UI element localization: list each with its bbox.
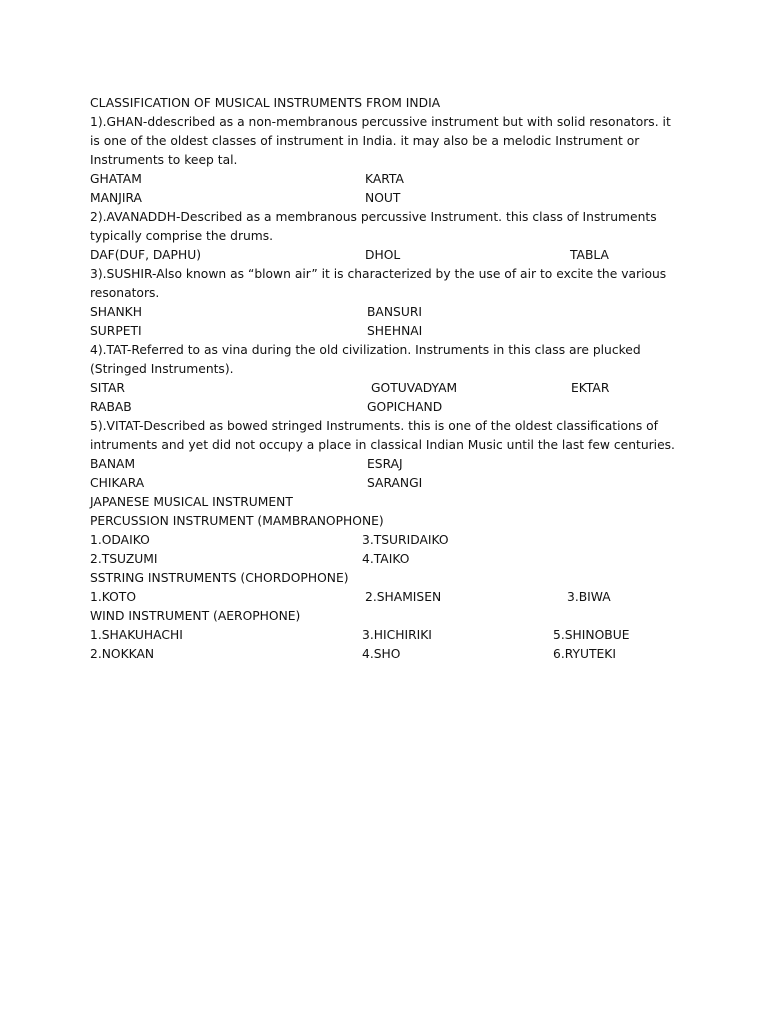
instrument-surpeti: SURPETI bbox=[90, 324, 142, 338]
instrument-gopichand: GOPICHAND bbox=[367, 400, 443, 414]
sushir-description: 3).SUSHIR-Also known as “blown air” it is characterized by the use of air to excite the various resonators. bbox=[90, 267, 667, 300]
string-heading: SSTRING INSTRUMENTS (CHORDOPHONE) bbox=[90, 571, 349, 585]
instrument-sho: 4.SHO bbox=[362, 647, 401, 661]
sushir-row-2 bbox=[90, 322, 680, 341]
wind-row-2 bbox=[90, 645, 680, 664]
wind-row-1 bbox=[90, 626, 680, 645]
instrument-tsuzumi: 2.TSUZUMI bbox=[90, 552, 158, 566]
string-row-1 bbox=[90, 588, 680, 607]
percussion-heading: PERCUSSION INSTRUMENT (MAMBRANOPHONE) bbox=[90, 514, 384, 528]
instrument-daf: DAF(DUF, DAPHU) bbox=[90, 248, 202, 262]
instrument-koto: 1.KOTO bbox=[90, 590, 136, 604]
instrument-shankh: SHANKH bbox=[90, 305, 142, 319]
tat-row-2 bbox=[90, 398, 680, 417]
instrument-shehnai: SHEHNAI bbox=[367, 324, 423, 338]
ghan-row-1 bbox=[90, 170, 680, 189]
instrument-ghatam: GHATAM bbox=[90, 172, 142, 186]
avanaddh-description: 2).AVANADDH-Described as a membranous percussive Instrument. this class of Instruments typically comprise the drums. bbox=[90, 210, 657, 243]
instrument-chikara: CHIKARA bbox=[90, 476, 145, 490]
instrument-shamisen: 2.SHAMISEN bbox=[365, 590, 442, 604]
document-title: CLASSIFICATION OF MUSICAL INSTRUMENTS FROM INDIA bbox=[90, 96, 441, 110]
tat-description: 4).TAT-Referred to as vina during the old civilization. Instruments in this class are plucked (Stringed Instruments). bbox=[90, 343, 641, 376]
japanese-heading: JAPANESE MUSICAL INSTRUMENT bbox=[90, 495, 293, 509]
instrument-tsuridaiko: 3.TSURIDAIKO bbox=[362, 533, 449, 547]
instrument-ektar: EKTAR bbox=[571, 381, 610, 395]
instrument-gotuvadyam: GOTUVADYAM bbox=[371, 381, 458, 395]
instrument-bansuri: BANSURI bbox=[367, 305, 423, 319]
vitat-description: 5).VITAT-Described as bowed stringed Instruments. this is one of the oldest classifications of intruments and yet did not occupy a place in classical Indian Music until the last few centuries. bbox=[90, 419, 675, 452]
instrument-shinobue: 5.SHINOBUE bbox=[553, 628, 630, 642]
instrument-ryuteki: 6.RYUTEKI bbox=[553, 647, 616, 661]
avanaddh-row-1 bbox=[90, 246, 680, 265]
instrument-odaiko: 1.ODAIKO bbox=[90, 533, 150, 547]
instrument-biwa: 3.BIWA bbox=[567, 590, 611, 604]
instrument-tabla: TABLA bbox=[570, 248, 609, 262]
wind-heading: WIND INSTRUMENT (AEROPHONE) bbox=[90, 609, 301, 623]
instrument-manjira: MANJIRA bbox=[90, 191, 142, 205]
instrument-sitar: SITAR bbox=[90, 381, 125, 395]
instrument-banam: BANAM bbox=[90, 457, 136, 471]
document-body bbox=[90, 94, 680, 664]
instrument-rabab: RABAB bbox=[90, 400, 132, 414]
percussion-row-2 bbox=[90, 550, 680, 569]
ghan-description: 1).GHAN-ddescribed as a non-membranous percussive instrument but with solid resonators. it is one of the oldest classes of instrument in India. it may also be a melodic Instrument or Instruments to keep tal. bbox=[90, 115, 671, 167]
instrument-hichiriki: 3.HICHIRIKI bbox=[362, 628, 432, 642]
instrument-taiko: 4.TAIKO bbox=[362, 552, 410, 566]
instrument-shakuhachi: 1.SHAKUHACHI bbox=[90, 628, 183, 642]
percussion-row-1 bbox=[90, 531, 680, 550]
instrument-dhol: DHOL bbox=[365, 248, 401, 262]
instrument-sarangi: SARANGI bbox=[367, 476, 423, 490]
instrument-karta: KARTA bbox=[365, 172, 404, 186]
ghan-row-2 bbox=[90, 189, 680, 208]
instrument-esraj: ESRAJ bbox=[367, 457, 403, 471]
instrument-nout: NOUT bbox=[365, 191, 401, 205]
vitat-row-1 bbox=[90, 455, 680, 474]
vitat-row-2 bbox=[90, 474, 680, 493]
instrument-nokkan: 2.NOKKAN bbox=[90, 647, 155, 661]
tat-row-1 bbox=[90, 379, 680, 398]
sushir-row-1 bbox=[90, 303, 680, 322]
